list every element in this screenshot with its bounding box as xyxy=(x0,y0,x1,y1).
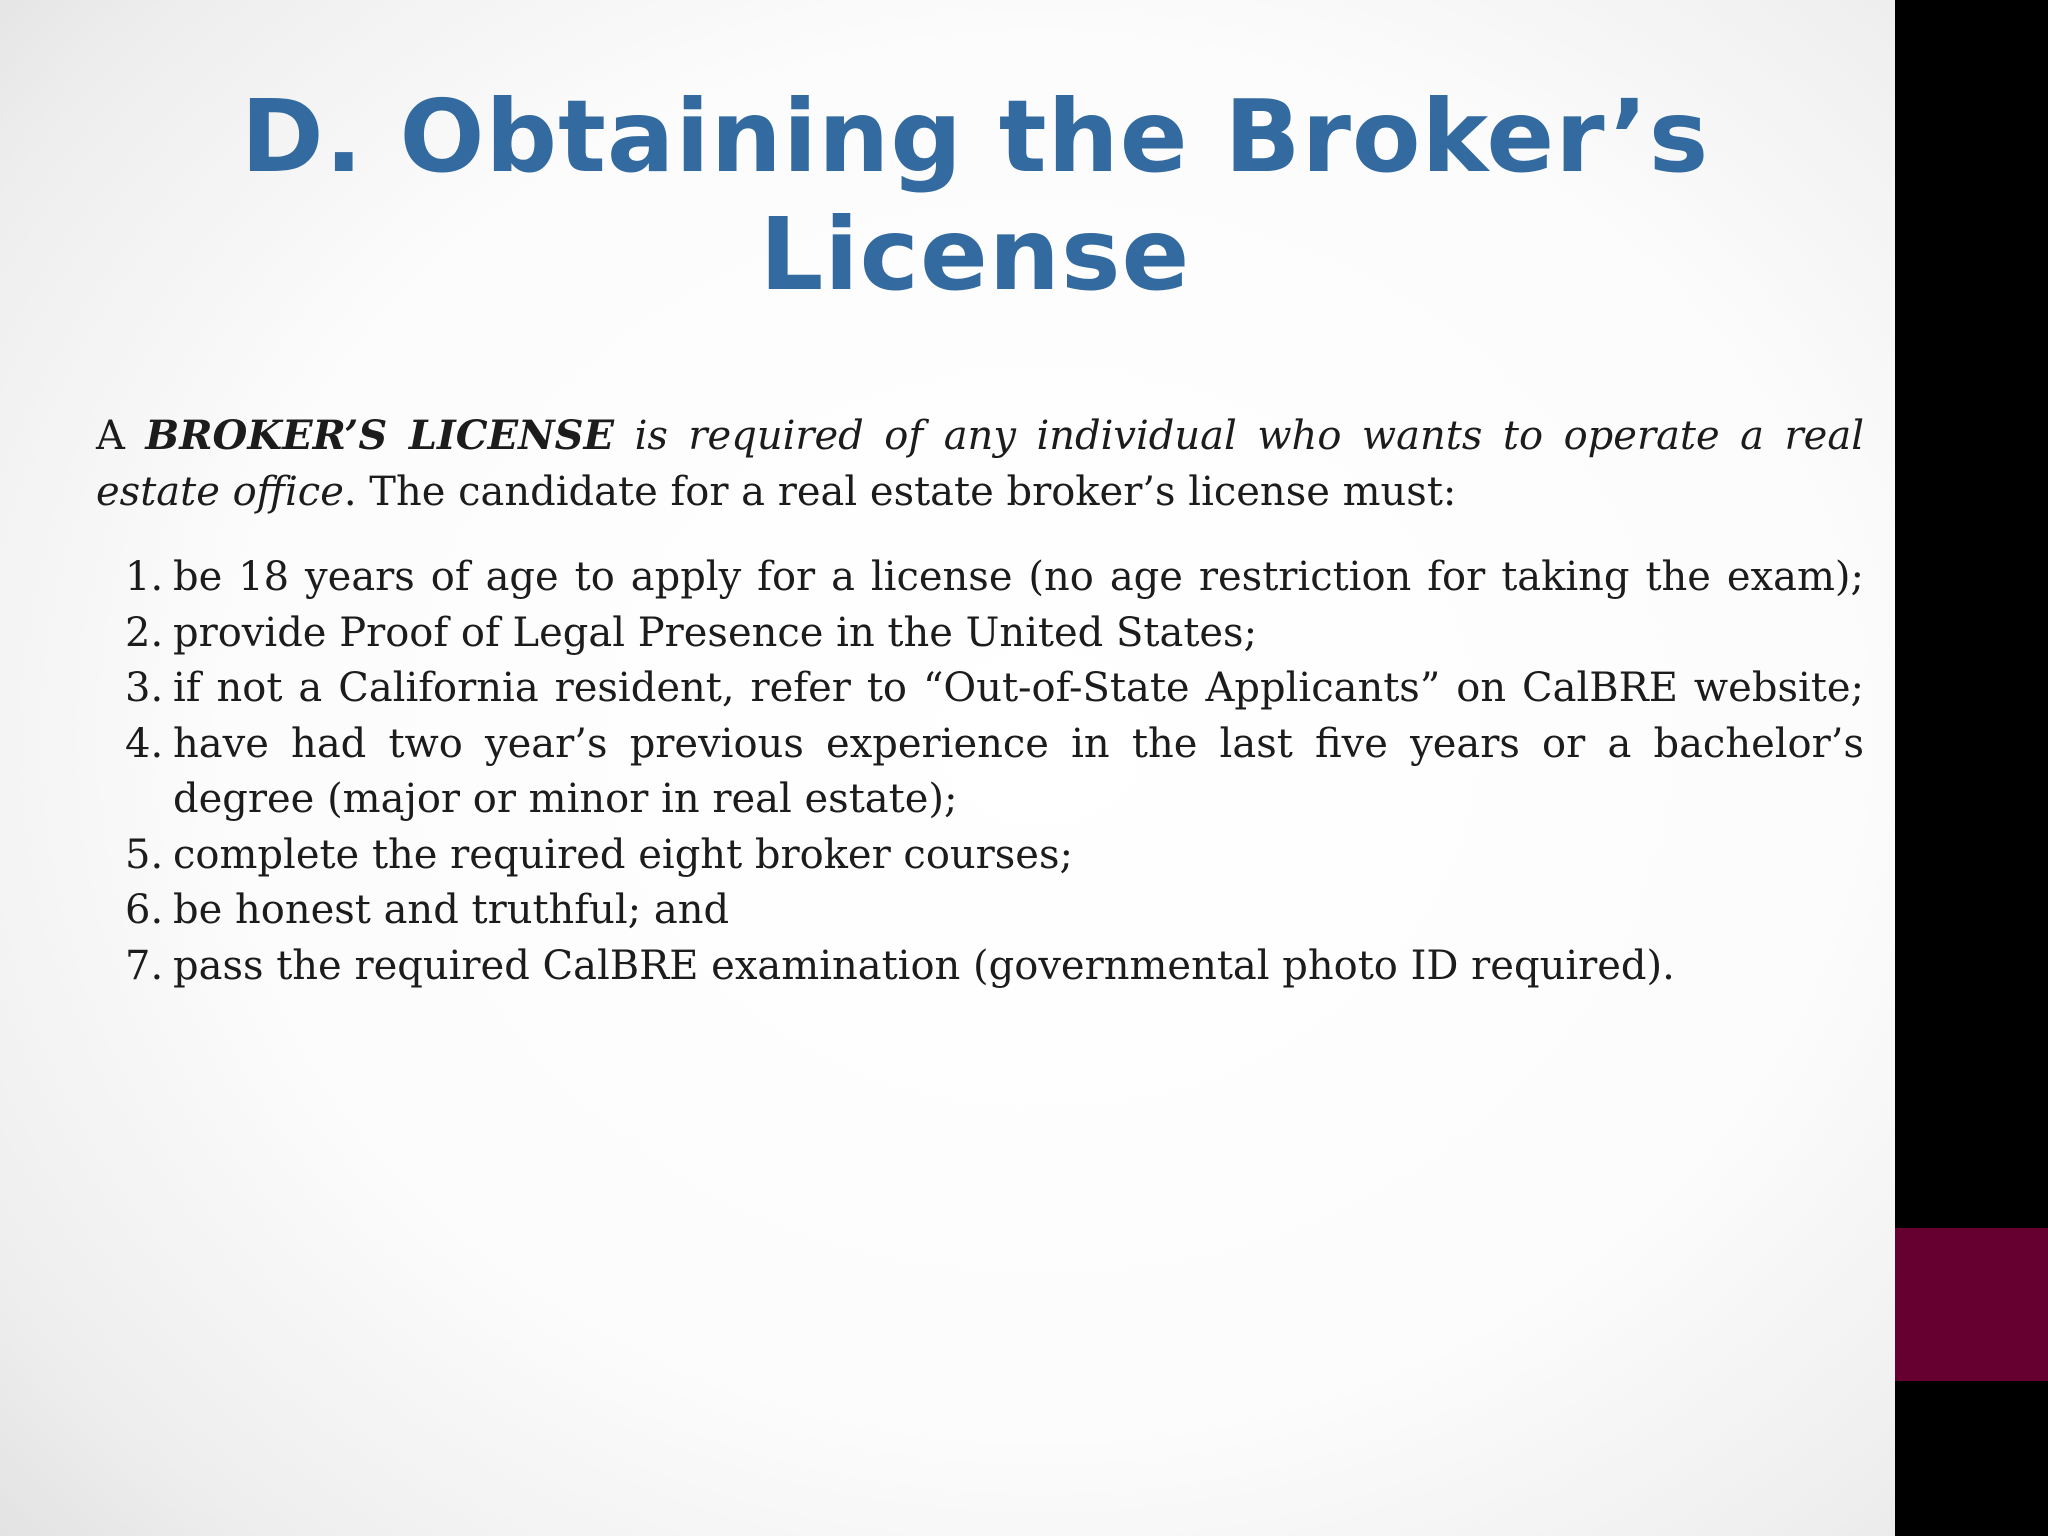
slide-content xyxy=(96,408,1864,994)
list-item-text: be honest and truthful; and xyxy=(173,887,730,933)
list-item-text: be 18 years of age to apply for a license (no age restriction for taking the exam); xyxy=(173,554,1864,600)
list-item-number: 6. xyxy=(125,887,164,933)
intro-paragraph xyxy=(96,408,1864,520)
list-item xyxy=(125,883,1864,939)
list-item xyxy=(125,550,1864,606)
slide-title: D. Obtaining the Broker’s License xyxy=(240,78,1710,313)
list-item xyxy=(125,717,1864,828)
list-item xyxy=(125,828,1864,884)
list-item-number: 2. xyxy=(125,609,164,656)
list-item-text: have had two year’s previous experience in the last five years or a bachelor’s degree (major or minor in real estate); xyxy=(173,720,1864,822)
list-item-number: 3. xyxy=(125,665,164,711)
list-item-text: complete the required eight broker courses; xyxy=(173,831,1073,878)
list-item xyxy=(125,939,1864,995)
list-item xyxy=(125,606,1864,662)
intro-rest: . The candidate for a real estate broker’s license must: xyxy=(343,469,1457,515)
list-item-number: 5. xyxy=(125,831,164,878)
list-item-text: pass the required CalBRE examination (governmental photo ID required). xyxy=(173,942,1675,989)
list-item-number: 1. xyxy=(125,554,164,600)
list-item-number: 4. xyxy=(125,720,164,767)
list-item-text: provide Proof of Legal Presence in the United States; xyxy=(173,609,1258,656)
list-item-number: 7. xyxy=(125,942,164,989)
list-item-text: if not a California resident, refer to “Out-of-State Applicants” on CalBRE website; xyxy=(173,665,1864,711)
side-accent-block xyxy=(1895,1228,2048,1381)
intro-lead: A xyxy=(96,413,146,459)
intro-term: BROKER’S LICENSE xyxy=(145,412,615,459)
list-item xyxy=(125,661,1864,717)
requirements-list xyxy=(96,550,1864,994)
intro-italic-clause: is required of any individual who wants to operate a real estate office xyxy=(96,413,1864,515)
